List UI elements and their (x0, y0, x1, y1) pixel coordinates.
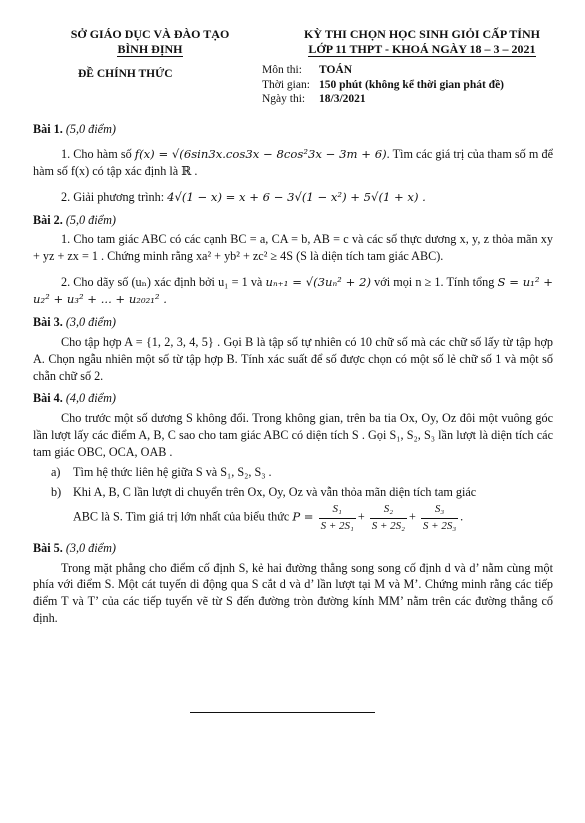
bai2-q2-sum: S = u₁² + u₂² + u₃² + ... + u₂₀₂₁² . (33, 275, 553, 307)
bai4-title: Bài 4. (4,0 điểm) (33, 391, 116, 406)
subject-row: Môn thi: TOÁN (262, 64, 353, 76)
bai4-text: Cho trước một số dương S không đổi. Trong không gian, trên ba tia Ox, Oy, Oz đôi một vuông góc lần lượt lấy các điểm A, B, C sao cho tam giác ABC có diện tích S . Gọi S₁, S₂, S₃ lần lượt là diện tích các tam giác OBC, OCA, OAB . (33, 411, 553, 459)
bai1-q2: 2. Giải phương trình: 4√(1 − x) = x + 6 − 3√(1 − x²) + 5√(1 + x) . (61, 189, 426, 204)
fraction-2: $\frac{\text{S₂}}{\text{S + 2S₂}}$ (371, 503, 405, 532)
bai5-title: Bài 5. (3,0 điểm) (33, 540, 116, 555)
bai3-title: Bài 3. (3,0 điểm) (33, 315, 116, 330)
official-label: ĐỀ CHÍNH THỨC (78, 68, 173, 80)
exam-header (0, 27, 585, 112)
fraction-3: $\frac{\text{S₃}}{\text{S + 2S₃}}$ (422, 503, 457, 532)
fraction-1: $\frac{\text{S₁}}{\text{S + 2S₁}}$ (320, 503, 354, 532)
bai5-text: Trong mặt phẳng cho điểm cố định S, kẻ hai đường thẳng song song cố định d và d’ nằm cùng một phía với điểm S. Một cát tuyến di động qua S cắt d và d’ lần lượt tại M và M’. Chứng minh rằng các tiếp điểm T và T’ của các tiếp tuyến vẽ từ S đến đường tròn đường kính MM’ nằm trên các đường thẳng cố định. (33, 560, 553, 626)
exam-grade-date: LỚP 11 THPT - KHOÁ NGÀY 18 – 3 – 2021 (308, 42, 536, 56)
time-note: (không kể thời gian phát đề) (365, 78, 505, 91)
bai2-q1: 1. Cho tam giác ABC có các cạnh BC = a, CA = b, AB = c và các số thực dương x, y, z thỏa mãn xy + yz + zx = 1 . Chứng minh rằng xa² + yb² + zc² ≥ 4S (S là diện tích tam giác ABC). (33, 232, 553, 264)
date-row: Ngày thi: 18/3/2021 (262, 93, 366, 106)
time-value: 150 phút (319, 78, 363, 91)
bai1-q1-formula: f(x) = √(6sin3x.cos3x − 8cos²3x − 3m + 6) (134, 146, 387, 161)
bai2-q2-formula: uₙ₊₁ = √(3uₙ² + 2) (265, 275, 371, 290)
time-row: Thời gian: 150 phút (không kể thời gian phát đề) (262, 78, 505, 91)
subject-value: TOÁN (319, 64, 353, 76)
bai2-q2: 2. Cho dãy số (uₙ) xác định bởi u₁ = 1 và uₙ₊₁ = √(3uₙ² + 2) với mọi n ≥ 1. Tính tổng S = u₁² + u₂² + u₃² + ... + u₂₀₂₁² . (33, 275, 553, 307)
end-divider (190, 712, 375, 713)
bai4-part-a: a) Tìm hệ thức liên hệ giữa S và S₁, S₂, S₃ . (51, 464, 272, 479)
bai1-title: Bài 1. (5,0 điểm) (33, 122, 116, 136)
bai1-q2-formula: 4√(1 − x) = x + 6 − 3√(1 − x²) + 5√(1 + x) . (167, 189, 426, 204)
exam-content (33, 115, 553, 627)
bai3-text: Cho tập hợp A = {1, 2, 3, 4, 5} . Gọi B là tập số tự nhiên có 10 chữ số mà các chữ số lấy từ tập hợp A. Chọn ngẫu nhiên một số từ tập hợp B. Tính xác suất để số được chọn có một số lẻ chữ số 1 và một số chẵn chữ số 2. (33, 334, 553, 383)
exam-title: KỲ THI CHỌN HỌC SINH GIỎI CẤP TỈNH (304, 27, 540, 41)
bai4-part-b-expr: ABC là S. Tìm giá trị lớn nhất của biểu thức P = $\frac{\text{S₁}}{\text{S + 2S₁}}$ + $\frac{\text{S₂}}{\text{S + 2S₂}}$ + $\frac{\text{S₃}}{\text{S + 2S₃}}$ . (73, 502, 553, 533)
exam-meta (262, 63, 504, 107)
bai1-q1: 1. Cho hàm số f(x) = √(6sin3x.cos3x − 8cos²3x − 3m + 6). Tìm các giá trị của tham số m để hàm số f(x) có tập xác định là ℝ . (33, 146, 554, 178)
bai2-title: Bài 2. (5,0 điểm) (33, 212, 116, 227)
department-name: SỞ GIÁO DỤC VÀ ĐÀO TẠO (70, 27, 230, 41)
bai4-part-b: b) Khi A, B, C lần lượt di chuyển trên Ox, Oy, Oz và vẫn thỏa mãn diện tích tam giác (51, 484, 477, 499)
date-value: 18/3/2021 (319, 93, 366, 106)
province-name: BÌNH ĐỊNH (117, 42, 183, 56)
